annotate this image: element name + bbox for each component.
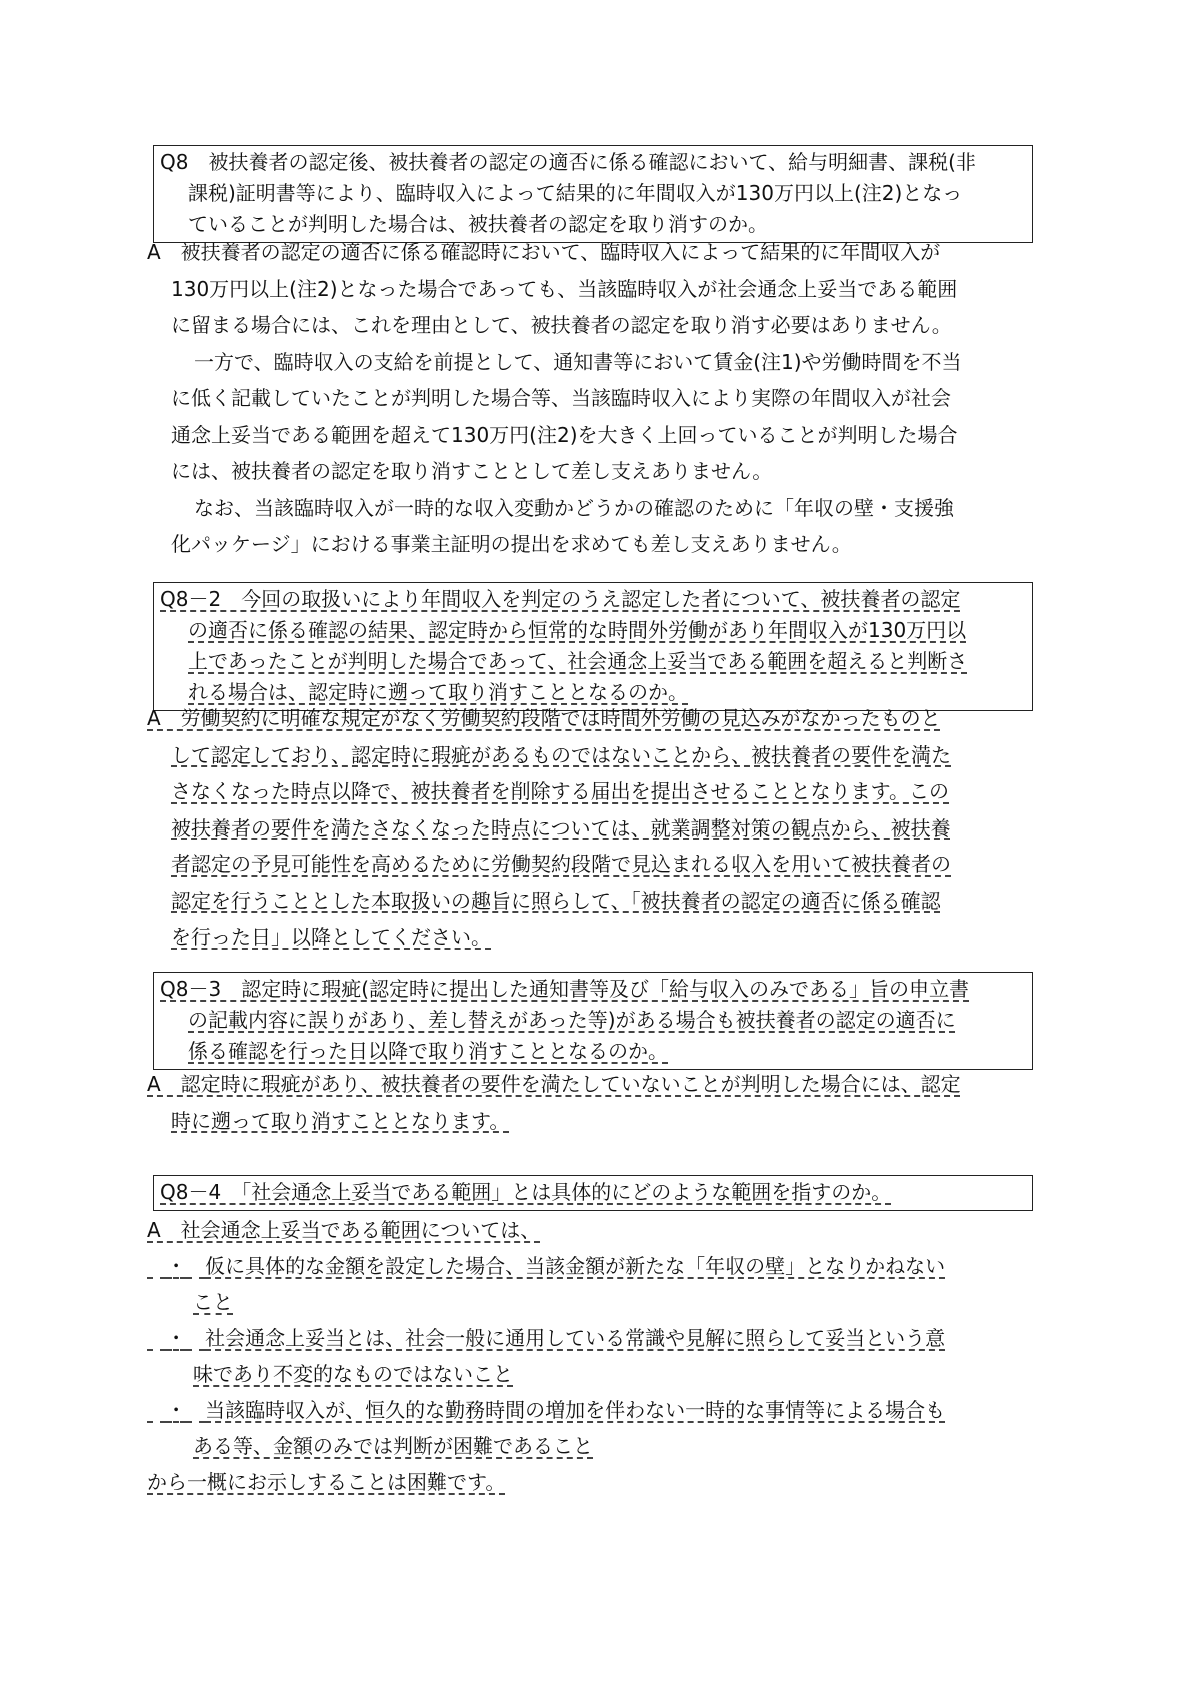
answer-a8: [147, 234, 1037, 563]
a8-2-line-3: さなくなった時点以降で、被扶養者を削除する届出を提出させることとなります。この: [171, 779, 949, 803]
bullet-text: 当該臨時収入が、恒久的な勤務時間の増加を伴わない一時的な事情等による場合も: [205, 1398, 946, 1422]
q8-line-1: Q8 被扶養者の認定後、被扶養者の認定の適否に係る確認において、給与明細書、課税(非: [160, 150, 976, 174]
a8-line-8: なお、当該臨時収入が一時的な収入変動かどうかの確認のために「年収の壁・支援強: [194, 495, 954, 520]
a8-4-intro: A 社会通念上妥当である範囲については、: [147, 1218, 541, 1242]
question-box-q8: [153, 145, 1033, 243]
a8-line-1: A 被扶養者の認定の適否に係る確認時において、臨時収入によって結果的に年間収入が: [147, 240, 941, 264]
bullet-marker: ・: [166, 1398, 187, 1422]
a8-2-line-6: 認定を行うこととした本取扱いの趣旨に照らして、「被扶養者の認定の適否に係る確認: [171, 888, 941, 913]
a8-3-line-1: A 認定時に瑕疵があり、被扶養者の要件を満たしていないことが判明した場合には、認定: [147, 1072, 961, 1096]
q8-2-line-4: れる場合は、認定時に遡って取り消すこととなるのか。: [188, 680, 688, 704]
q8-2-line-2: の適否に係る確認の結果、認定時から恒常的な時間外労働があり年間収入が130万円以: [188, 618, 967, 642]
answer-a8-2: [147, 700, 1037, 956]
bullet-item-1: [147, 1248, 1037, 1284]
a8-line-2: 130万円以上(注2)となった場合であっても、当該臨時収入が社会通念上妥当である範囲: [171, 276, 958, 301]
q8-4-line-1: Q8－4 「社会通念上妥当である範囲」とは具体的にどのような範囲を指すのか。: [160, 1180, 892, 1204]
answer-a8-4: [147, 1212, 1037, 1500]
q8-3-line-2: の記載内容に誤りがあり、差し替えがあった等)がある場合も被扶養者の認定の適否に: [188, 1008, 956, 1032]
q8-3-line-1: Q8－3 認定時に瑕疵(認定時に提出した通知書等及び「給与収入のみである」旨の申立書: [160, 977, 969, 1001]
q8-2-line-1: Q8－2 今回の取扱いにより年間収入を判定のうえ認定した者について、被扶養者の認定: [160, 587, 961, 611]
a8-line-7: には、被扶養者の認定を取り消すこととして差し支えありません。: [171, 459, 773, 483]
bullet-item-2: [147, 1320, 1037, 1356]
a8-2-line-7: を行った日」以降としてください。: [171, 925, 491, 949]
a8-2-line-1: A 労働契約に明確な規定がなく労働契約段階では時間外労働の見込みがなかったものと: [147, 706, 941, 730]
a8-2-line-4: 被扶養者の要件を満たさなくなった時点については、就業調整対策の観点から、被扶養: [171, 815, 951, 840]
bullet-item-3-cont: ある等、金額のみでは判断が困難であること: [193, 1434, 593, 1458]
question-box-q8-4: [153, 1175, 1033, 1211]
bullet-marker: ・: [166, 1254, 187, 1278]
bullet-item-3: [147, 1392, 1037, 1428]
a8-3-line-2: 時に遡って取り消すこととなります。: [171, 1108, 510, 1133]
question-box-q8-2: [153, 582, 1033, 711]
bullet-text: 社会通念上妥当とは、社会一般に通用している常識や見解に照らして妥当という意: [205, 1326, 946, 1350]
q8-line-2: 課税)証明書等により、臨時収入によって結果的に年間収入が130万円以上(注2)となっ: [188, 181, 963, 205]
a8-line-4: 一方で、臨時収入の支給を前提として、通知書等において賃金(注1)や労働時間を不当: [194, 349, 962, 374]
bullet-text: 仮に具体的な金額を設定した場合、当該金額が新たな「年収の壁」となりかねない: [205, 1254, 946, 1278]
bullet-item-1-cont: こと: [193, 1290, 233, 1314]
a8-line-3: に留まる場合には、これを理由として、被扶養者の認定を取り消す必要はありません。: [171, 313, 952, 337]
a8-4-closing: から一概にお示しすることは困難です。: [147, 1470, 506, 1494]
q8-3-line-3: 係る確認を行った日以降で取り消すこととなるのか。: [188, 1039, 668, 1063]
answer-a8-3: [147, 1066, 1037, 1139]
q8-2-line-3: 上であったことが判明した場合であって、社会通念上妥当である範囲を超えると判断さ: [188, 649, 968, 673]
a8-line-6: 通念上妥当である範囲を超えて130万円(注2)を大きく上回っていることが判明した場合: [171, 422, 958, 447]
question-box-q8-3: [153, 972, 1033, 1070]
bullet-item-2-cont: 味であり不変的なものではないこと: [193, 1362, 513, 1386]
a8-line-9: 化パッケージ」における事業主証明の提出を求めても差し支えありません。: [171, 532, 852, 556]
a8-2-line-2: して認定しており、認定時に瑕疵があるものではないことから、被扶養者の要件を満た: [171, 742, 951, 767]
q8-line-3: ていることが判明した場合は、被扶養者の認定を取り消すのか。: [188, 212, 768, 236]
bullet-marker: ・: [166, 1326, 187, 1350]
a8-line-5: に低く記載していたことが判明した場合等、当該臨時収入により実際の年間収入が社会: [171, 386, 951, 410]
a8-2-line-5: 者認定の予見可能性を高めるために労働契約段階で見込まれる収入を用いて被扶養者の: [171, 852, 951, 876]
